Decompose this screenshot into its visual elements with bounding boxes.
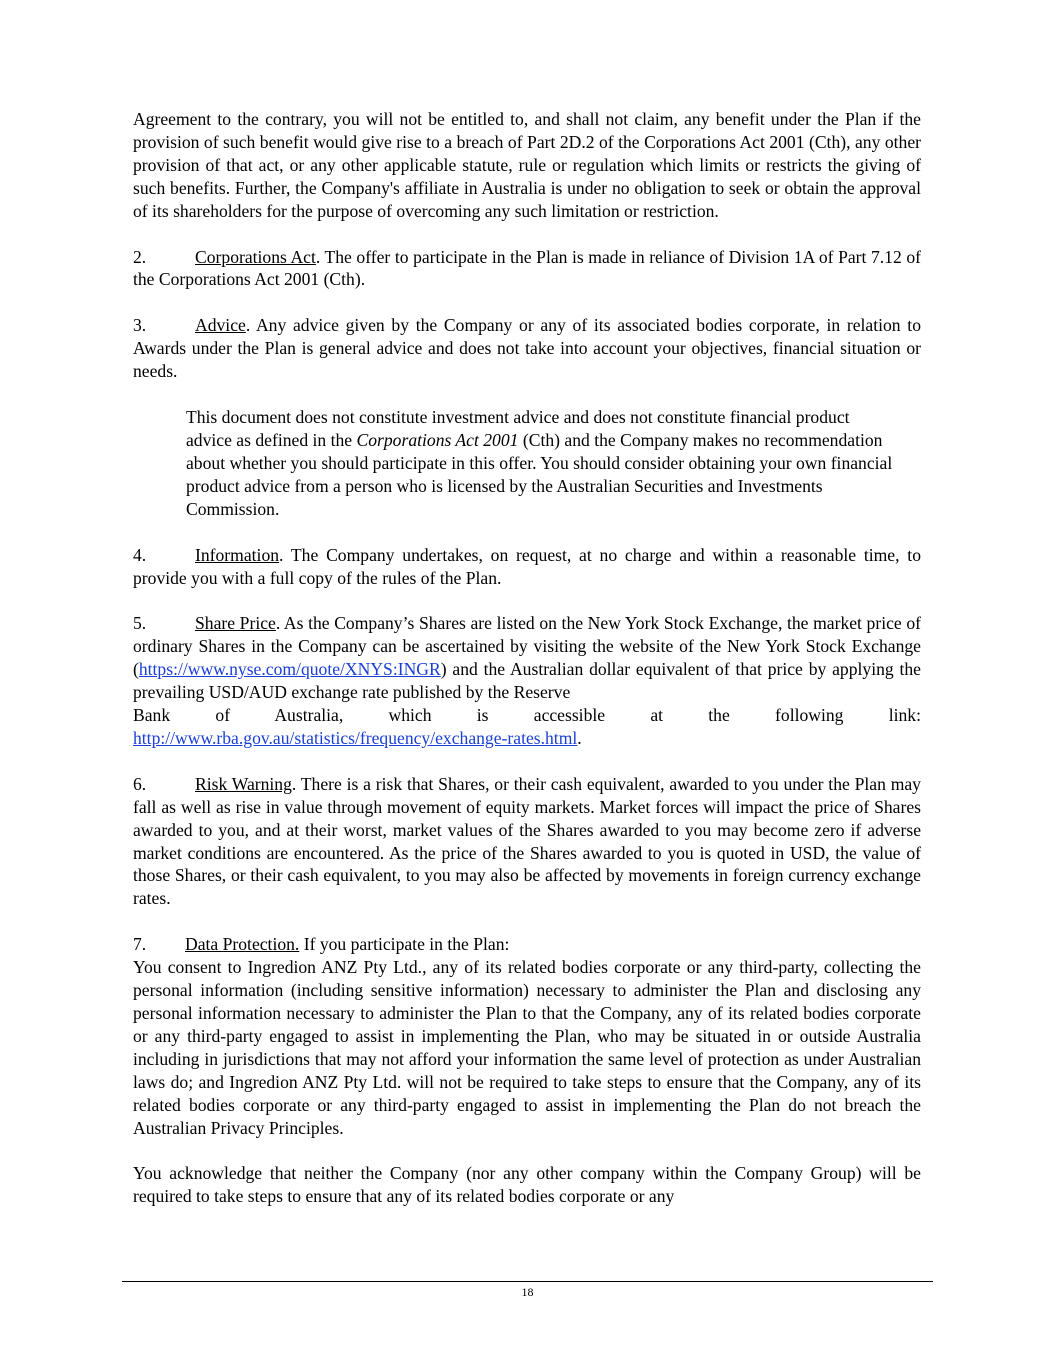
advice-note-text-before: This document does not constitute investment advice and does not constitute financial product advice as defined in the bbox=[186, 407, 850, 450]
page-content bbox=[133, 108, 921, 1208]
section-3-body: . Any advice given by the Company or any of its associated bodies corporate, in relation to Awards under the Plan is general advice and does not take into account your objectives, financial situation or needs. bbox=[133, 315, 921, 382]
footer-divider bbox=[122, 1281, 933, 1282]
section-5-spread-line: Bank of Australia, which is accessible at the following link: bbox=[133, 705, 921, 726]
section-5-body-part2: ) and the Australian dollar equivalent of that price by applying the prevailing USD/AUD exchange rate published by the Reserve bbox=[133, 659, 921, 703]
section-2-body: . The offer to participate in the Plan is made in reliance of Division 1A of Part 7.12 of the Corporations Act 2001 (Cth). bbox=[133, 246, 921, 290]
section-2-paragraph bbox=[133, 246, 921, 292]
section-4-heading: Information bbox=[195, 544, 280, 565]
section-7-heading: Data Protection. bbox=[185, 934, 300, 955]
section-4-number: 4. bbox=[133, 544, 147, 565]
section-5-link-line bbox=[133, 727, 921, 750]
section-5-body-part1: . As the Company’s Shares are listed on the New York Stock Exchange, the market price of ordinary Shares in the Company can be ascertained by visiting the website of the New York Stock Exchange ( bbox=[133, 613, 922, 680]
section-3-number: 3. bbox=[133, 315, 147, 336]
intro-paragraph: Agreement to the contrary, you will not be entitled to, and shall not claim, any benefit under the Plan if the provision of such benefit would give rise to a breach of Part 2D.2 of the Corporations Act 2001 (Cth), any other provision of that act, or any other applicable statute, rule or regulation which limits or restricts the giving of such benefits. Further, the Company's affiliate in Australia is under no obligation to seek or obtain the approval of its shareholders for the purpose of overcoming any such limitation or restriction. bbox=[133, 109, 921, 221]
advice-note-block bbox=[186, 406, 899, 521]
section-2-heading: Corporations Act bbox=[195, 246, 316, 267]
section-4-body: . The Company undertakes, on request, at no charge and within a reasonable time, to provide you with a full copy of the rules of the Plan. bbox=[133, 544, 921, 588]
section-7-number: 7. bbox=[133, 934, 147, 955]
section-5-body-part4: . bbox=[577, 727, 582, 748]
section-4-paragraph bbox=[133, 544, 921, 590]
section-7-heading-line bbox=[133, 933, 921, 956]
advice-note-text-after: (Cth) and the Company makes no recommendation about whether you should participate in this offer. You should consider obtaining your own financial product advice from a person who is licensed by the Australian Securities and Investments Commission. bbox=[186, 429, 893, 519]
advice-note-act-title: Corporations Act 2001 bbox=[356, 429, 519, 450]
section-6-paragraph bbox=[133, 773, 921, 910]
section-2-number: 2. bbox=[133, 246, 147, 267]
page-number: 18 bbox=[521, 1285, 534, 1299]
section-6-number: 6. bbox=[133, 773, 147, 794]
section-7-consent-paragraph: You consent to Ingredion ANZ Pty Ltd., any of its related bodies corporate or any third-party, collecting the personal information (including sensitive information) necessary to administer the Plan and disclosing any personal information necessary to administer the Plan to that the Company, any of its related bodies corporate or any third-party engaged to assist in implementing the Plan, who may be situated in or outside Australia including in jurisdictions that may not afford your information the same level of protection as under Australian laws do; and Ingredion ANZ Pty Ltd. will not be required to take steps to ensure that the Company, any of its related bodies corporate or any third-party engaged to assist in implementing the Plan do not breach the Australian Privacy Principles. bbox=[133, 957, 921, 1138]
section-6-heading: Risk Warning bbox=[195, 773, 292, 794]
section-5-heading: Share Price bbox=[195, 613, 276, 634]
nyse-quote-link[interactable]: https://www.nyse.com/quote/XNYS:INGR bbox=[138, 659, 441, 680]
section-6-body: . There is a risk that Shares, or their cash equivalent, awarded to you under the Plan may fall as well as rise in value through movement of equity markets. Market forces will impact the price of Shares awarded to you, and at their worst, market values of the Shares awarded to you may become zero if adverse market conditions are encountered. As the price of the Shares awarded to you is quoted in USD, the value of those Shares, or their cash equivalent, to you may also be affected by movements in foreign currency exchange rates. bbox=[133, 773, 921, 909]
section-7-lead: If you participate in the Plan: bbox=[299, 934, 510, 955]
section-5-paragraph bbox=[133, 612, 921, 704]
section-5-number: 5. bbox=[133, 613, 147, 634]
rba-exchange-rates-link[interactable]: http://www.rba.gov.au/statistics/frequency/exchange-rates.html bbox=[133, 727, 578, 748]
section-7-acknowledge-paragraph: You acknowledge that neither the Company (nor any other company within the Company Group) will be required to take steps to ensure that any of its related bodies corporate or any bbox=[133, 1163, 921, 1207]
section-3-heading: Advice bbox=[195, 315, 246, 336]
section-3-paragraph bbox=[133, 314, 921, 383]
